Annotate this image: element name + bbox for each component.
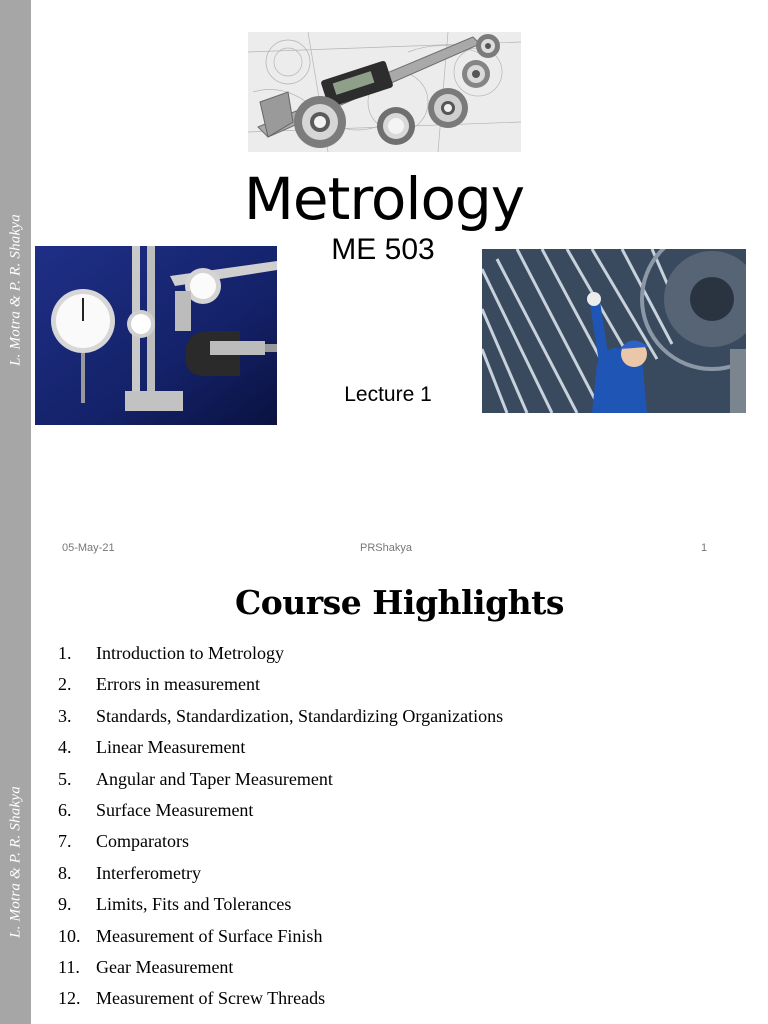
slide-title: Metrology	[243, 165, 525, 233]
list-item-number: 12.	[58, 988, 81, 1009]
list-item-number: 2.	[58, 674, 72, 695]
list-item-number: 4.	[58, 737, 72, 758]
list-item-text: Standards, Standardization, Standardizing Organizations	[96, 705, 504, 726]
list-item-number: 1.	[58, 643, 72, 663]
footer-page-number: 1	[701, 542, 708, 554]
footer-date: 05-May-21	[62, 542, 115, 554]
list-item-number: 6.	[58, 799, 72, 820]
lecture-label: Lecture 1	[344, 383, 432, 406]
list-item-text: Errors in measurement	[96, 674, 260, 695]
caliper-bearings-image	[248, 32, 521, 152]
list-item-text: Limits, Fits and Tolerances	[96, 894, 292, 915]
course-highlights-heading: Course Highlights	[235, 583, 564, 622]
sidebar-author-text: L. Motra & P. R. Shakya	[7, 786, 24, 938]
list-item-text: Comparators	[96, 831, 189, 852]
list-item-number: 5.	[58, 768, 72, 789]
list-item-text: Surface Measurement	[96, 799, 254, 820]
list-item-number: 11.	[58, 956, 80, 977]
list-item-number: 7.	[58, 831, 72, 852]
sidebar	[0, 0, 31, 1024]
measuring-instruments-image	[35, 246, 277, 425]
list-item-text: Measurement of Surface Finish	[96, 925, 323, 946]
list-item-number: 9.	[58, 894, 72, 915]
list-item-text: Gear Measurement	[96, 956, 234, 977]
list-item-number: 10.	[58, 925, 81, 946]
list-item-text: Interferometry	[96, 862, 201, 883]
footer-author: PRShakya	[360, 542, 412, 554]
list-item-text: Measurement of Screw Threads	[96, 988, 326, 1009]
sidebar-author-text: L. Motra & P. R. Shakya	[7, 214, 24, 366]
turbine-engineer-image	[482, 249, 746, 413]
list-item-number: 3.	[58, 705, 72, 726]
list-item-number: 8.	[58, 862, 72, 883]
course-code: ME 503	[331, 233, 435, 266]
list-item-text: Angular and Taper Measurement	[96, 768, 333, 789]
list-item-text: Linear Measurement	[96, 737, 246, 758]
list-item-text: Introduction to Metrology	[96, 643, 284, 663]
